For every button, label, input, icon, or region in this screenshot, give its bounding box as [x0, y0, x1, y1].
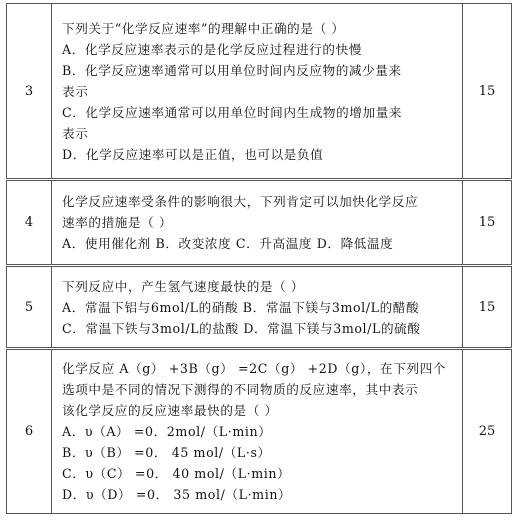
question-number: 3: [7, 4, 52, 180]
option-b: B．化学反应速率通常可以用单位时间内反应物的减少量来: [62, 62, 402, 78]
question-stem-cont-2: 该化学反应的反应速率最快的是（ ）: [62, 403, 278, 418]
question-score: 15: [463, 4, 512, 180]
option-line: A．使用催化剂 B．改变浓度 C．升高温度 D．降低温度: [62, 236, 394, 251]
option-c-cont: 表示: [62, 125, 89, 141]
option-d: D．υ（D） =0． 35 mol/（L·min）: [62, 487, 292, 502]
question-score: 15: [463, 266, 512, 349]
question-stem: 下列反应中，产生氢气速度最快的是（ ）: [62, 278, 305, 294]
question-content: [52, 180, 463, 266]
option-line-ab: A．常温下铝与6mol/L的硝酸 B．常温下镁与3mol/L的醋酸: [62, 299, 420, 315]
question-row-5: [7, 266, 512, 349]
question-stem-cont: 选项中是不同的情况下测得的不同物质的反应速率，其中表示: [62, 382, 419, 397]
option-line-cd: C．常温下铁与3mol/L的盐酸 D．常温下镁与3mol/L的硫酸: [62, 320, 421, 336]
question-stem: 化学反应 A（g） +3B（g） =2C（g） +2D（g），在下列四个: [62, 361, 447, 376]
option-c: C．υ（C） =0． 40 mol/（L·min）: [62, 466, 291, 481]
question-row-4: [7, 180, 512, 266]
option-b: B．υ（B） =0． 45 mol/（L·s）: [62, 445, 271, 460]
question-row-3: [7, 4, 512, 180]
question-content: [52, 266, 463, 349]
question-score: 25: [463, 349, 512, 514]
question-table: [6, 3, 512, 514]
question-stem: 化学反应速率受条件的影响很大，下列肯定可以加快化学反应: [62, 194, 419, 209]
option-b-cont: 表示: [62, 83, 89, 99]
question-stem: 下列关于“化学反应速率”的理解中正确的是（ ）: [62, 20, 345, 36]
option-c: C．化学反应速率通常可以用单位时间内生成物的增加量来: [62, 104, 403, 120]
question-row-6: [7, 349, 512, 514]
question-number: 4: [7, 180, 52, 266]
question-content: [52, 349, 463, 514]
question-content: [52, 4, 463, 180]
question-score: 15: [463, 180, 512, 266]
option-a: A．υ（A） =0．2mol/（L·min）: [62, 424, 272, 439]
option-a: A．化学反应速率表示的是化学反应过程进行的快慢: [62, 41, 362, 57]
question-number: 6: [7, 349, 52, 514]
question-stem-cont: 速率的措施是（ ）: [62, 215, 173, 230]
question-number: 5: [7, 266, 52, 349]
option-d: D．化学反应速率可以是正值，也可以是负值: [62, 146, 324, 162]
